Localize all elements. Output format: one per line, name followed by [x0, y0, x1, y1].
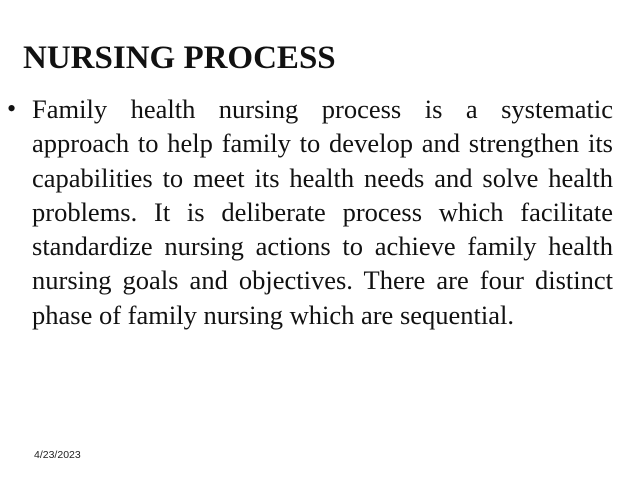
- bullet-marker: •: [7, 94, 17, 123]
- slide-title: NURSING PROCESS: [23, 40, 336, 76]
- slide-date: 4/23/2023: [34, 449, 81, 461]
- bullet-text: Family health nursing process is a systematic approach to help family to develop and strengthen its capabilities to meet its health needs and solve health problems. It is deliberate process which facilitate standardize nursing actions to achieve family health nursing goals and objectives. There are four distinct phase of family nursing which are sequential.: [32, 94, 613, 330]
